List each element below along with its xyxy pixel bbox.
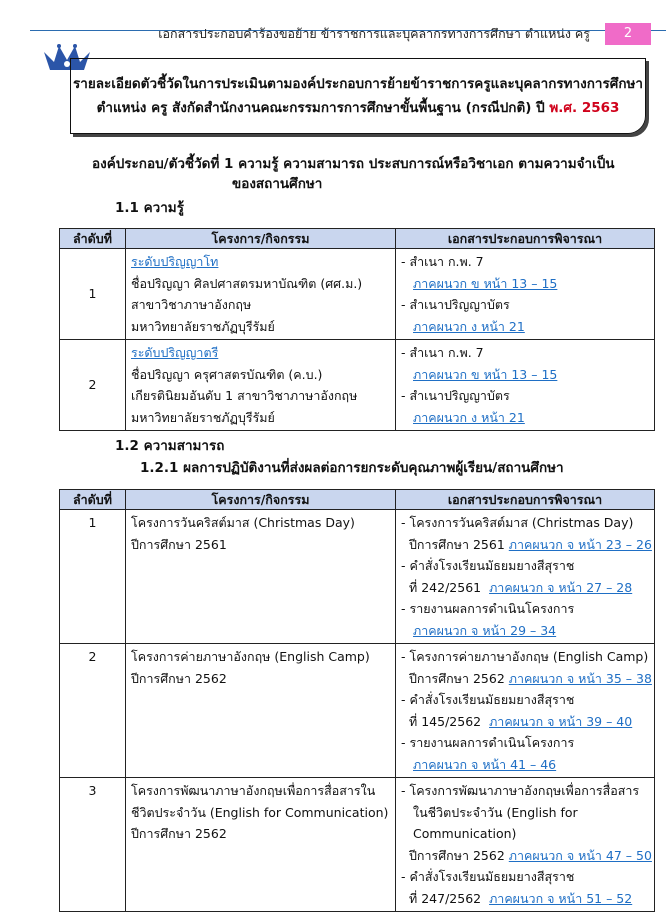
table-header-row <box>60 229 655 249</box>
row-number: 1 <box>60 249 126 340</box>
doc-order-no: ที่ 242/2561 <box>409 579 482 595</box>
row-project <box>126 510 396 644</box>
row-project <box>126 340 396 431</box>
doc-ref-link[interactable]: ภาคผนวก จ หน้า 23 – 26 <box>508 536 652 552</box>
degree-university: มหาวิทยาลัยราชภัฏบุรีรัมย์ <box>131 318 275 334</box>
doc-ref-link[interactable]: ภาคผนวก จ หน้า 29 – 34 <box>413 622 557 638</box>
table-row <box>60 340 655 431</box>
row-docs <box>396 340 655 431</box>
table-row <box>60 778 655 912</box>
doc-item: - คำสั่งโรงเรียนมัธยมยางสีสุราช <box>401 869 575 884</box>
col-order: ลำดับที่ <box>60 490 126 510</box>
doc-ref-link[interactable]: ภาคผนวก จ หน้า 41 – 46 <box>413 756 557 772</box>
project-name: โครงการค่ายภาษาอังกฤษ (English Camp) <box>131 649 370 664</box>
doc-item: - รายงานผลการดำเนินโครงการ <box>401 601 575 616</box>
doc-year: ปีการศึกษา 2562 <box>409 847 505 863</box>
component-title-line-1: องค์ประกอบ/ตัวชี้วัดที่ 1 ความรู้ ความสามารถ ประสบการณ์หรือวิชาเอก ตามความจำเป็น <box>92 156 615 172</box>
title-box <box>70 58 646 134</box>
section-1-1-title: 1.1 ความรู้ <box>115 200 184 216</box>
header-text: เอกสารประกอบคำร้องขอย้าย ข้าราชการและบุคลากรทางการศึกษา ตำแหน่ง ครู <box>158 26 590 41</box>
degree-name: ชื่อปริญญา ครุศาสตรบัณฑิต (ค.บ.) <box>131 366 323 382</box>
project-year: ปีการศึกษา 2561 <box>131 536 227 552</box>
doc-ref-link[interactable]: ภาคผนวก จ หน้า 27 – 28 <box>489 579 633 595</box>
component-title-line-2: ของสถานศึกษา <box>232 176 323 192</box>
doc-item: - คำสั่งโรงเรียนมัธยมยางสีสุราช <box>401 692 575 707</box>
doc-ref-link[interactable]: ภาคผนวก จ หน้า 47 – 50 <box>508 847 652 863</box>
col-docs: เอกสารประกอบการพิจารณา <box>396 229 655 249</box>
doc-order-no: ที่ 145/2562 <box>409 713 482 729</box>
title-year: พ.ศ. 2563 <box>549 100 620 116</box>
section-1-2-1-title: 1.2.1 ผลการปฏิบัติงานที่ส่งผลต่อการยกระดับคุณภาพผู้เรียน/สถานศึกษา <box>140 460 564 476</box>
row-number: 1 <box>60 510 126 644</box>
doc-item: - สำเนา ก.พ. 7 <box>401 254 484 269</box>
title-line-2-main: ตำแหน่ง ครู สังกัดสำนักงานคณะกรรมการการศึกษาขั้นพื้นฐาน (กรณีปกติ) ปี <box>96 100 545 116</box>
doc-item-cont: ในชีวิตประจำวัน (English for <box>413 804 578 820</box>
doc-item: - สำเนาปริญญาบัตร <box>401 297 510 312</box>
doc-item-cont: Communication) <box>413 826 517 841</box>
doc-item: - สำเนา ก.พ. 7 <box>401 345 484 360</box>
project-name: โครงการพัฒนาภาษาอังกฤษเพื่อการสื่อสารใน <box>131 783 376 798</box>
row-number: 3 <box>60 778 126 912</box>
doc-year: ปีการศึกษา 2561 <box>409 536 505 552</box>
table-row <box>60 249 655 340</box>
row-docs <box>396 778 655 912</box>
doc-ref-link[interactable]: ภาคผนวก จ หน้า 39 – 40 <box>489 713 633 729</box>
section-1-2-title: 1.2 ความสามารถ <box>115 438 225 454</box>
doc-ref-link[interactable]: ภาคผนวก ง หน้า 21 <box>413 409 525 425</box>
row-docs <box>396 644 655 778</box>
performance-table <box>59 489 655 912</box>
row-docs <box>396 510 655 644</box>
table-row <box>60 644 655 778</box>
doc-item: - คำสั่งโรงเรียนมัธยมยางสีสุราช <box>401 558 575 573</box>
degree-link[interactable]: ระดับปริญญาตรี <box>131 345 219 360</box>
doc-ref-link[interactable]: ภาคผนวก ง หน้า 21 <box>413 318 525 334</box>
degree-name: ชื่อปริญญา ศิลปศาสตรมหาบัณฑิต (ศศ.ม.) <box>131 275 363 291</box>
col-project: โครงการ/กิจกรรม <box>126 229 396 249</box>
doc-ref-link[interactable]: ภาคผนวก จ หน้า 35 – 38 <box>508 670 652 686</box>
col-docs: เอกสารประกอบการพิจารณา <box>396 490 655 510</box>
row-project <box>126 644 396 778</box>
row-project <box>126 249 396 340</box>
title-line-1: รายละเอียดตัวชี้วัดในการประเมินตามองค์ประกอบการย้ายข้าราชการครูและบุคลากรทางการศึกษา <box>73 76 643 92</box>
doc-ref-link[interactable]: ภาคผนวก ข หน้า 13 – 15 <box>413 366 558 382</box>
table-header-row <box>60 490 655 510</box>
doc-ref-link[interactable]: ภาคผนวก จ หน้า 51 – 52 <box>489 890 633 906</box>
col-project: โครงการ/กิจกรรม <box>126 490 396 510</box>
project-year: ปีการศึกษา 2562 <box>131 670 227 686</box>
doc-year: ปีการศึกษา 2562 <box>409 670 505 686</box>
row-project <box>126 778 396 912</box>
degree-link[interactable]: ระดับปริญญาโท <box>131 254 219 269</box>
doc-item: - โครงการวันคริสต์มาส (Christmas Day) <box>401 515 634 530</box>
project-name: โครงการวันคริสต์มาส (Christmas Day) <box>131 515 355 530</box>
title-line-2 <box>97 96 620 120</box>
col-order: ลำดับที่ <box>60 229 126 249</box>
row-number: 2 <box>60 644 126 778</box>
degree-university: มหาวิทยาลัยราชภัฏบุรีรัมย์ <box>131 409 275 425</box>
row-docs <box>396 249 655 340</box>
page-number-badge: 2 <box>605 23 651 45</box>
knowledge-table <box>59 228 655 431</box>
table-row <box>60 510 655 644</box>
project-year: ปีการศึกษา 2562 <box>131 826 227 841</box>
doc-item: - สำเนาปริญญาบัตร <box>401 388 510 403</box>
doc-item: - โครงการค่ายภาษาอังกฤษ (English Camp) <box>401 649 649 664</box>
doc-order-no: ที่ 247/2562 <box>409 890 482 906</box>
row-number: 2 <box>60 340 126 431</box>
degree-major: สาขาวิชาภาษาอังกฤษ <box>131 297 252 312</box>
project-name-cont: ชีวิตประจำวัน (English for Communication) <box>131 804 389 820</box>
doc-item: - โครงการพัฒนาภาษาอังกฤษเพื่อการสื่อสาร <box>401 783 640 798</box>
degree-major: เกียรตินิยมอันดับ 1 สาขาวิชาภาษาอังกฤษ <box>131 388 358 403</box>
doc-item: - รายงานผลการดำเนินโครงการ <box>401 735 575 750</box>
doc-ref-link[interactable]: ภาคผนวก ข หน้า 13 – 15 <box>413 275 558 291</box>
